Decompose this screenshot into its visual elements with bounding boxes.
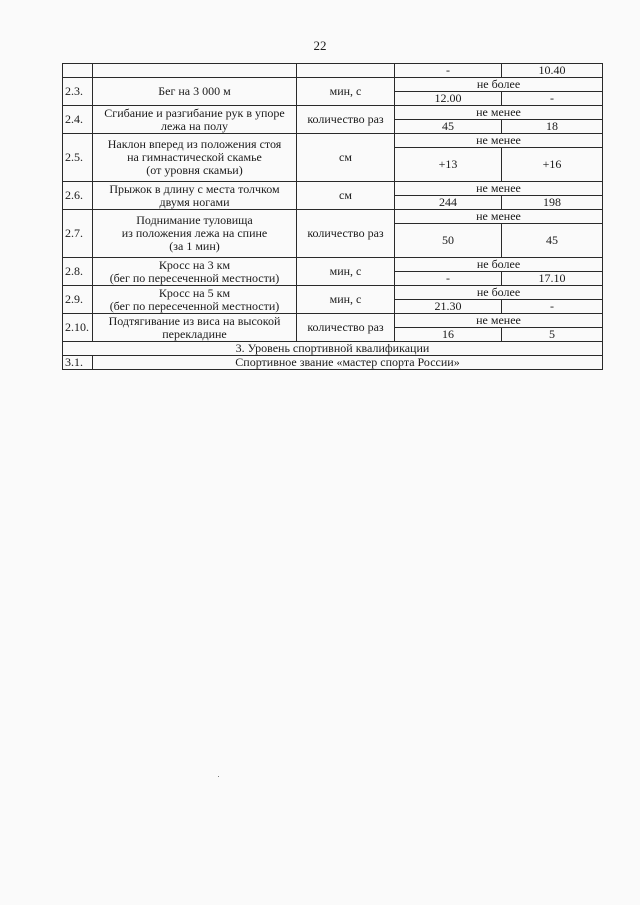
value-cell-2: -	[502, 92, 603, 106]
exercise-name-line: (от уровня скамьи)	[146, 163, 243, 177]
table-row	[63, 356, 603, 370]
table-row	[63, 286, 603, 300]
row-number-cell: 2.5.	[63, 134, 93, 182]
unit-cell: мин, с	[297, 258, 395, 286]
value-cell-1: -	[395, 64, 502, 78]
value-cell-2: 17.10	[502, 272, 603, 286]
exercise-name-line: двумя ногами	[159, 194, 230, 209]
qualification-text-cell: Спортивное звание «мастер спорта России»	[93, 356, 603, 370]
criterion-cell: не более	[395, 78, 603, 92]
table-row	[63, 210, 603, 224]
criterion-cell: не менее	[395, 210, 603, 224]
row-number-cell: 3.1.	[63, 356, 93, 370]
value-cell-1: 12.00	[395, 92, 502, 106]
table-row	[63, 182, 603, 196]
scan-speck	[218, 776, 219, 777]
value-cell-1: 244	[395, 196, 502, 210]
table-row	[63, 314, 603, 328]
exercise-name-line: Прыжок в длину с места толчком	[109, 181, 280, 196]
exercise-name-line: Сгибание и разгибание рук в упоре	[104, 105, 285, 120]
row-number-cell: 2.8.	[63, 258, 93, 286]
exercise-name-line: на гимнастической скамье	[127, 150, 262, 164]
unit-cell: количество раз	[297, 210, 395, 258]
value-cell-2: 45	[502, 224, 603, 258]
value-cell-1: 50	[395, 224, 502, 258]
exercise-name-line: (бег по пересеченной местности)	[109, 298, 280, 313]
norms-table	[62, 63, 603, 370]
value-cell-2: 18	[502, 120, 603, 134]
exercise-name-line: Наклон вперед из положения стоя	[107, 137, 282, 151]
exercise-name-line: Поднимание туловища	[136, 213, 253, 227]
exercise-name-line: из положения лежа на спине	[121, 226, 268, 240]
row-number-cell: 2.6.	[63, 182, 93, 210]
exercise-name-line: (за 1 мин)	[169, 239, 220, 253]
value-cell-2: 5	[502, 328, 603, 342]
table-row	[63, 78, 603, 92]
table-row	[63, 106, 603, 120]
value-cell-2: 10.40	[502, 64, 603, 78]
unit-cell	[297, 64, 395, 78]
unit-cell: мин, с	[297, 286, 395, 314]
page-number: 22	[313, 38, 327, 53]
exercise-name-cell	[93, 210, 297, 258]
row-number-cell: 2.3.	[63, 78, 93, 106]
section-heading: 3. Уровень спортивной квалификации	[63, 342, 603, 356]
exercise-name-line: Кросс на 3 км	[158, 257, 231, 272]
unit-cell: количество раз	[297, 106, 395, 134]
row-number-cell: 2.4.	[63, 106, 93, 134]
unit-cell: см	[297, 182, 395, 210]
section-heading-row	[63, 342, 603, 356]
criterion-cell: не менее	[395, 134, 603, 148]
exercise-name-cell	[93, 134, 297, 182]
unit-cell: мин, с	[297, 78, 395, 106]
value-cell-2: +16	[502, 148, 603, 182]
row-number-cell: 2.9.	[63, 286, 93, 314]
table-row	[63, 258, 603, 272]
exercise-name-cell	[93, 78, 297, 106]
value-cell-2: -	[502, 300, 603, 314]
table-row	[63, 134, 603, 148]
exercise-name-cell	[93, 314, 297, 342]
criterion-cell: не более	[395, 258, 603, 272]
exercise-name-line: Подтягивание из виса на высокой	[108, 313, 281, 328]
value-cell-1: 45	[395, 120, 502, 134]
value-cell-1: 16	[395, 328, 502, 342]
exercise-name-cell	[93, 286, 297, 314]
exercise-name-line: перекладине	[162, 326, 227, 341]
exercise-name-cell	[93, 258, 297, 286]
criterion-cell: не более	[395, 286, 603, 300]
value-cell-1: +13	[395, 148, 502, 182]
exercise-name-cell	[93, 182, 297, 210]
exercise-name-cell	[93, 106, 297, 134]
row-number-cell	[63, 64, 93, 78]
exercise-name-line: Бег на 3 000 м	[158, 84, 231, 98]
exercise-name-line: Кросс на 5 км	[158, 285, 231, 300]
exercise-name-line: лежа на полу	[161, 118, 228, 133]
unit-cell: количество раз	[297, 314, 395, 342]
row-number-cell: 2.10.	[63, 314, 93, 342]
exercise-name-line: (бег по пересеченной местности)	[109, 270, 280, 285]
row-number-cell: 2.7.	[63, 210, 93, 258]
exercise-name-cell	[93, 64, 297, 78]
table-row-continuation	[63, 64, 603, 78]
criterion-cell: не менее	[395, 314, 603, 328]
value-cell-1: 21.30	[395, 300, 502, 314]
criterion-cell: не менее	[395, 182, 603, 196]
value-cell-2: 198	[502, 196, 603, 210]
criterion-cell: не менее	[395, 106, 603, 120]
unit-cell: см	[297, 134, 395, 182]
value-cell-1: -	[395, 272, 502, 286]
